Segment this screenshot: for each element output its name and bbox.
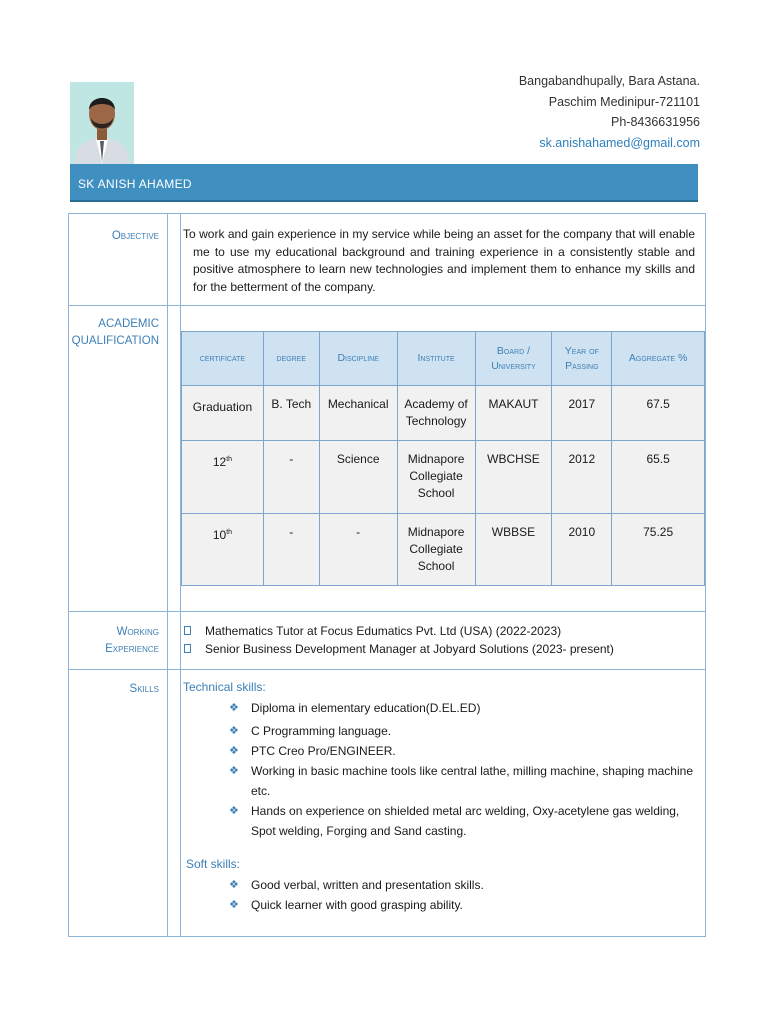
academic-label	[69, 316, 159, 350]
cell-board: MAKAUT	[475, 386, 552, 441]
name-banner	[70, 164, 698, 202]
cell-board: WBBSE	[475, 514, 552, 586]
diamond-bullet-icon: ❖	[229, 879, 239, 891]
header-certificate: certificate	[182, 332, 264, 386]
diamond-bullet-icon: ❖	[229, 899, 239, 911]
soft-skills-list	[229, 875, 701, 915]
working-experience-label	[69, 624, 159, 658]
contact-block	[519, 71, 700, 153]
working-label-line2: Experience	[105, 643, 159, 655]
list-item: ❖ Diploma in elementary education(D.EL.ED)	[229, 698, 701, 718]
cell-aggregate: 67.5	[612, 386, 705, 441]
header-year: Year of Passing	[552, 332, 612, 386]
table-row	[182, 386, 705, 441]
objective-text: To work and gain experience in my service while being an asset for the company that will enable me to use my educational background and training experience in a consistently stable and positive atmosphere to learn new technologies and implement them to enhance my skills and for the betterment of the company.	[183, 227, 695, 294]
cell-year: 2010	[552, 514, 612, 586]
header-discipline: Discipline	[319, 332, 397, 386]
phone-number: Ph-8436631956	[611, 115, 700, 129]
cell-aggregate: 75.25	[612, 514, 705, 586]
profile-photo	[70, 82, 134, 164]
diamond-bullet-icon: ❖	[229, 745, 239, 757]
cell-certificate: 12th	[182, 441, 264, 514]
list-item: ❖ Good verbal, written and presentation skills.	[229, 875, 701, 895]
cell-institute: Midnapore Collegiate School	[397, 514, 475, 586]
experience-list	[183, 622, 614, 658]
academic-label-line2: QUALIFICATION	[71, 335, 159, 347]
row-divider	[69, 669, 705, 670]
academic-label-line1: ACADEMIC	[98, 318, 159, 330]
address-line-1: Bangabandhupally, Bara Astana.	[518, 74, 700, 88]
column-divider	[167, 214, 168, 936]
table-row	[182, 441, 705, 514]
checkbox-bullet-icon	[184, 626, 191, 635]
header-institute: Institute	[397, 332, 475, 386]
list-item: ❖ PTC Creo Pro/ENGINEER.	[229, 741, 701, 761]
header-board: Board / University	[475, 332, 552, 386]
cell-certificate: Graduation	[182, 386, 264, 441]
diamond-bullet-icon: ❖	[229, 702, 239, 714]
cell-board: WBCHSE	[475, 441, 552, 514]
list-item: ❖ Quick learner with good grasping ability.	[229, 895, 701, 915]
row-divider	[69, 611, 705, 612]
email-link[interactable]: sk.anishahamed@gmail.com	[539, 135, 700, 150]
address-line-2: Paschim Medinipur-721101	[548, 94, 700, 109]
cell-degree: B. Tech	[263, 386, 319, 441]
header-aggregate: Aggregate %	[612, 332, 705, 386]
cell-institute: Midnapore Collegiate School	[397, 441, 475, 514]
technical-skills-heading: Technical skills:	[183, 680, 266, 694]
row-divider	[69, 305, 705, 306]
candidate-name: SK ANISH AHAMED	[78, 177, 192, 191]
cell-discipline: Mechanical	[319, 386, 397, 441]
working-label-line1: Working	[116, 626, 159, 638]
cell-year: 2017	[552, 386, 612, 441]
list-item: ❖ C Programming language.	[229, 721, 701, 741]
cell-degree: -	[263, 441, 319, 514]
skills-label: Skills	[129, 683, 159, 695]
diamond-bullet-icon: ❖	[229, 805, 239, 817]
cell-discipline: -	[319, 514, 397, 586]
table-row	[182, 514, 705, 586]
diamond-bullet-icon: ❖	[229, 765, 239, 777]
academic-table	[181, 331, 705, 586]
cell-certificate: 10th	[182, 514, 264, 586]
list-item: ❖ Working in basic machine tools like central lathe, milling machine, shaping machine etc.	[229, 761, 701, 801]
objective-label: Objective	[111, 230, 159, 242]
technical-skills-list	[229, 698, 701, 841]
table-header-row	[182, 332, 705, 386]
soft-skills-heading: Soft skills:	[186, 857, 241, 871]
cell-degree: -	[263, 514, 319, 586]
header-degree: degree	[263, 332, 319, 386]
list-item: Mathematics Tutor at Focus Edumatics Pvt. Ltd (USA) (2022-2023)	[183, 622, 614, 640]
checkbox-bullet-icon	[184, 644, 191, 653]
cell-discipline: Science	[319, 441, 397, 514]
cell-institute: Academy of Technology	[397, 386, 475, 441]
cell-aggregate: 65.5	[612, 441, 705, 514]
list-item: ❖ Hands on experience on shielded metal arc welding, Oxy-acetylene gas welding, Spot welding, Forging and Sand casting.	[229, 801, 701, 841]
diamond-bullet-icon: ❖	[229, 725, 239, 737]
list-item: Senior Business Development Manager at Jobyard Solutions (2023- present)	[183, 640, 614, 658]
cv-body	[68, 213, 706, 937]
cell-year: 2012	[552, 441, 612, 514]
